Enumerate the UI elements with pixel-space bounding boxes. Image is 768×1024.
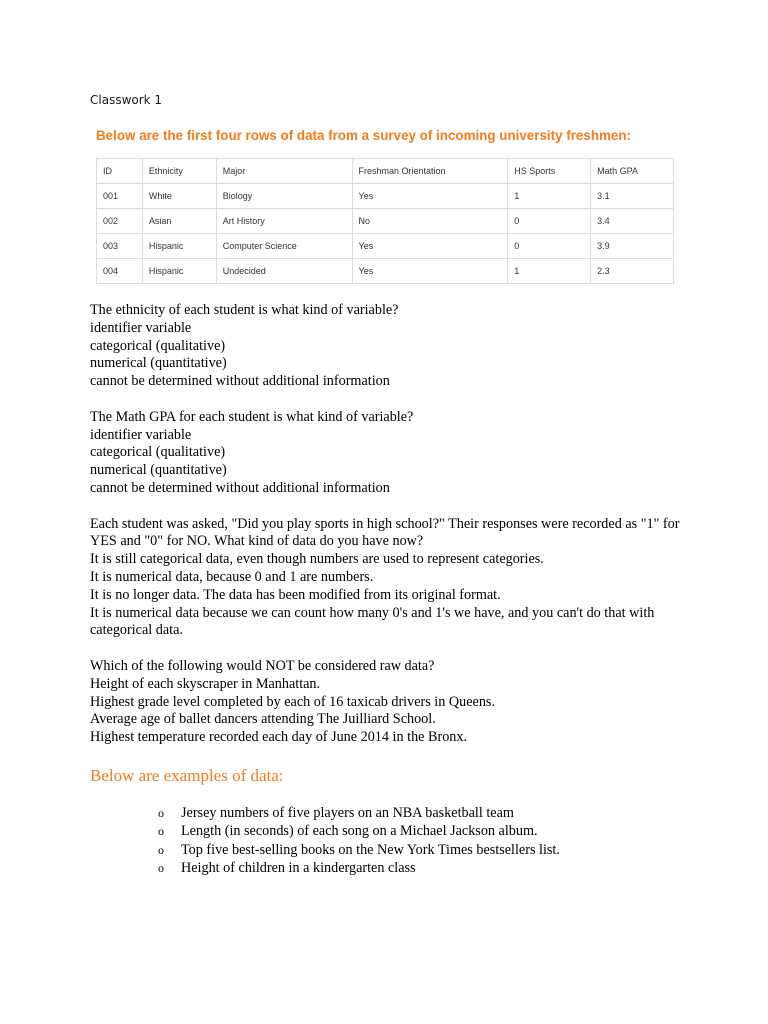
answer-option: categorical (qualitative)	[90, 444, 226, 461]
table-cell: Asian	[142, 209, 216, 234]
answer-option: Highest grade level completed by each of 16 taxicab drivers in Queens.	[90, 693, 495, 710]
answer-option: Height of each skyscraper in Manhattan.	[90, 675, 321, 692]
table-cell: 002	[97, 209, 143, 234]
answer-option: It is still categorical data, even though numbers are used to represent categories.	[90, 551, 544, 568]
column-header: HS Sports	[508, 159, 591, 184]
table-cell: 3.4	[591, 209, 674, 234]
table-cell: Biology	[216, 184, 352, 209]
answer-option: It is numerical data, because 0 and 1 are numbers.	[90, 568, 374, 585]
questions-section	[90, 302, 690, 765]
list-item-text: Height of children in a kindergarten class	[181, 859, 416, 876]
table-cell: 3.1	[591, 184, 674, 209]
table-cell: No	[352, 209, 508, 234]
question-block	[90, 302, 690, 391]
table-cell: 1	[508, 184, 591, 209]
bullet-icon: o	[158, 824, 164, 839]
answer-option: numerical (quantitative)	[90, 355, 227, 372]
answer-option: identifier variable	[90, 426, 192, 443]
table-row	[97, 184, 674, 209]
table-cell: White	[142, 184, 216, 209]
examples-list	[158, 804, 560, 877]
table-cell: 003	[97, 234, 143, 259]
answer-option: cannot be determined without additional information	[90, 373, 390, 390]
question-block	[90, 658, 690, 747]
table-row	[97, 234, 674, 259]
answer-option: identifier variable	[90, 319, 192, 336]
answer-option: It is numerical data because we can count how many 0's and 1's we have, and you can't do that with categorical data.	[90, 604, 655, 639]
table-row	[97, 209, 674, 234]
table-cell: 2.3	[591, 259, 674, 284]
answer-option: Average age of ballet dancers attending The Juilliard School.	[90, 711, 436, 728]
table-row	[97, 259, 674, 284]
column-header: Ethnicity	[142, 159, 216, 184]
table-cell: 001	[97, 184, 143, 209]
table-cell: 3.9	[591, 234, 674, 259]
survey-table	[96, 158, 674, 284]
answer-option: numerical (quantitative)	[90, 462, 227, 479]
question-prompt: Each student was asked, "Did you play sports in high school?" Their responses were recorded as "1" for YES and "0" for NO. What kind of data do you have now?	[90, 515, 680, 550]
answer-option: cannot be determined without additional information	[90, 479, 390, 496]
table-cell: 1	[508, 259, 591, 284]
column-header: Freshman Orientation	[352, 159, 508, 184]
table-cell: 004	[97, 259, 143, 284]
table-cell: 0	[508, 209, 591, 234]
figure-title: Below are the first four rows of data from a survey of incoming university freshmen:	[96, 128, 631, 143]
table-cell: 0	[508, 234, 591, 259]
table-cell: Hispanic	[142, 234, 216, 259]
table-cell: Yes	[352, 234, 508, 259]
answer-option: It is no longer data. The data has been modified from its original format.	[90, 586, 501, 603]
list-item	[158, 859, 560, 877]
list-item	[158, 841, 560, 859]
bullet-icon: o	[158, 806, 164, 820]
bullet-icon: o	[158, 842, 164, 857]
column-header: Major	[216, 159, 352, 184]
table-cell: Undecided	[216, 259, 352, 284]
question-prompt: Which of the following would NOT be considered raw data?	[90, 657, 435, 674]
list-item-text: Top five best-selling books on the New York Times bestsellers list.	[181, 841, 560, 858]
table-cell: Art History	[216, 209, 352, 234]
column-header: Math GPA	[591, 159, 674, 184]
survey-table-figure	[90, 124, 676, 290]
table-header-row	[97, 159, 674, 184]
table-cell: Computer Science	[216, 234, 352, 259]
list-item	[158, 822, 560, 840]
list-item-text: Jersey numbers of five players on an NBA basketball team	[181, 805, 514, 821]
question-prompt: The ethnicity of each student is what kind of variable?	[90, 302, 399, 318]
answer-option: categorical (qualitative)	[90, 337, 226, 354]
question-prompt: The Math GPA for each student is what kind of variable?	[90, 408, 414, 425]
table-cell: Yes	[352, 259, 508, 284]
table-cell: Hispanic	[142, 259, 216, 284]
bullet-icon: o	[158, 860, 164, 875]
question-block	[90, 409, 690, 498]
list-item-text: Length (in seconds) of each song on a Michael Jackson album.	[181, 823, 538, 840]
question-block	[90, 516, 690, 641]
answer-option: Highest temperature recorded each day of June 2014 in the Bronx.	[90, 729, 468, 746]
page-heading: Classwork 1	[90, 93, 163, 107]
examples-heading: Below are examples of data:	[90, 766, 284, 785]
list-item	[158, 804, 560, 822]
column-header: ID	[97, 159, 143, 184]
table-cell: Yes	[352, 184, 508, 209]
